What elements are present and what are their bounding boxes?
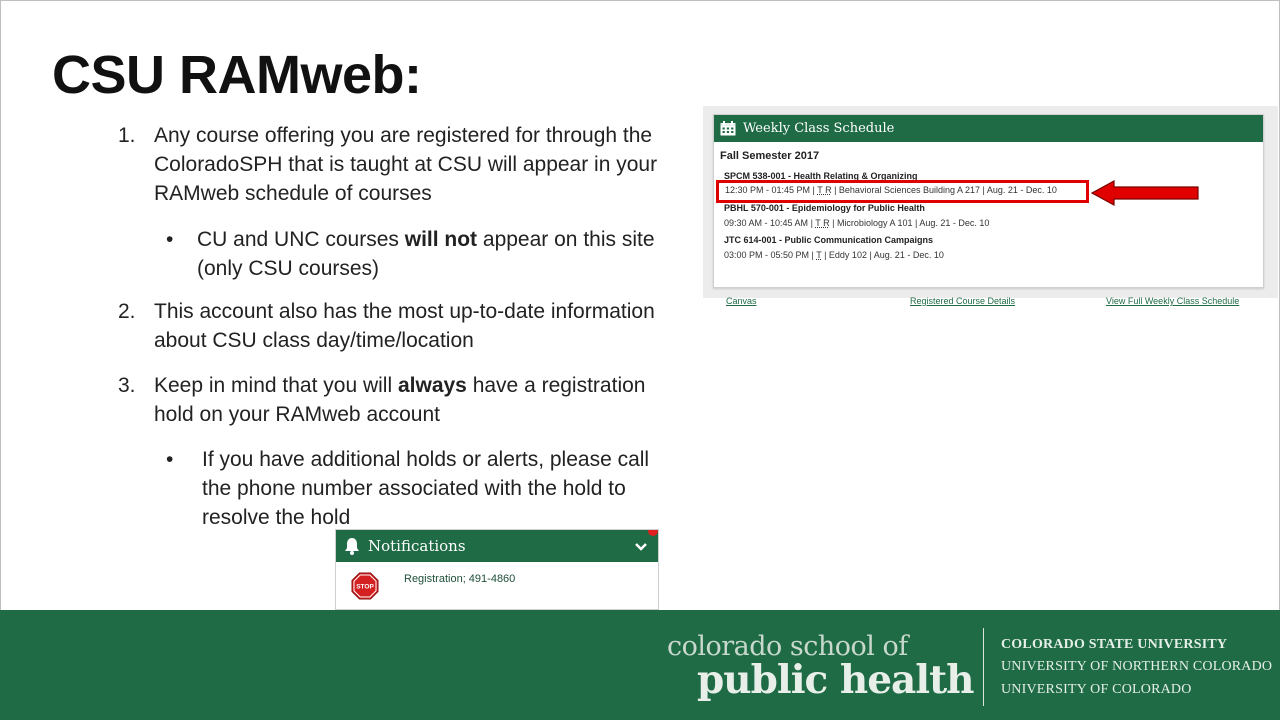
list-text-pre: Keep in mind that you will	[154, 374, 398, 397]
schedule-header-title: Weekly Class Schedule	[743, 121, 895, 136]
course-meeting	[724, 250, 944, 260]
university-name: COLORADO STATE UNIVERSITY	[1001, 637, 1228, 652]
list-text: Any course offering you are registered for through the	[154, 124, 653, 147]
bell-icon	[344, 537, 360, 555]
schedule-header	[714, 115, 1263, 142]
bullet-text: resolve the hold	[202, 506, 351, 529]
logo-line-2: public health	[697, 657, 974, 703]
list-text-post: have a registration	[466, 374, 646, 397]
calendar-icon	[720, 121, 736, 136]
course-title[interactable]: JTC 614-001 - Public Communication Campaigns	[724, 235, 934, 245]
meeting-place: Eddy 102 | Aug. 21 - Dec. 10	[828, 250, 944, 260]
bullet-text: the phone number associated with the hold to	[202, 477, 626, 500]
alert-badge	[648, 529, 658, 536]
bullet-text: If you have additional holds or alerts, please call	[202, 448, 650, 471]
list-number: 2.	[118, 300, 136, 323]
view-full-schedule-link[interactable]: View Full Weekly Class Schedule	[1106, 296, 1240, 306]
bullet-marker: •	[166, 448, 174, 471]
course-title[interactable]: PBHL 570-001 - Epidemiology for Public Health	[724, 203, 925, 213]
university-name: UNIVERSITY OF NORTHERN COLORADO	[1001, 659, 1273, 674]
logo-line-1: colorado school of	[667, 631, 908, 662]
footer-divider	[983, 628, 984, 706]
meeting-time: 12:30 PM - 01:45 PM	[725, 185, 811, 195]
semester-label: Fall Semester 2017	[720, 150, 820, 162]
notifications-screenshot	[335, 529, 659, 610]
meeting-time: 09:30 AM - 10:45 AM	[724, 218, 809, 228]
separator: |	[829, 218, 837, 228]
course-title[interactable]: SPCM 538-001 - Health Relating & Organizing	[724, 171, 918, 181]
highlight-box	[716, 180, 1089, 203]
university-name: UNIVERSITY OF COLORADO	[1001, 682, 1192, 697]
list-text	[154, 371, 645, 400]
meeting-days[interactable]: T	[816, 250, 822, 260]
separator: |	[831, 185, 839, 195]
notification-item[interactable]	[336, 562, 658, 610]
bullet-text-pre: CU and UNC courses	[197, 228, 405, 251]
meeting-place: Behavioral Sciences Building A 217 | Aug. 21 - Dec. 10	[838, 185, 1057, 195]
bullet-text-bold: will not	[404, 228, 478, 251]
stop-sign-icon	[351, 572, 379, 600]
list-text: This account also has the most up-to-date information	[154, 300, 655, 323]
notification-text: Registration; 491-4860	[404, 573, 516, 585]
slide-title: CSU RAMweb:	[52, 45, 422, 105]
stop-sign-label: STOP	[356, 583, 374, 591]
meeting-days[interactable]: T R	[817, 185, 832, 195]
list-text: ColoradoSPH that is taught at CSU will appear in your	[154, 153, 658, 176]
meeting-days[interactable]: T R	[815, 218, 830, 228]
bullet-text	[197, 225, 655, 254]
bullet-text: (only CSU courses)	[197, 257, 380, 280]
meeting-place: Microbiology A 101 | Aug. 21 - Dec. 10	[836, 218, 990, 228]
canvas-link[interactable]: Canvas	[726, 296, 757, 306]
list-text: hold on your RAMweb account	[154, 403, 440, 426]
chevron-down-icon[interactable]	[634, 539, 648, 551]
course-meeting	[724, 218, 989, 228]
list-text-bold: always	[397, 374, 467, 397]
meeting-time: 03:00 PM - 05:50 PM	[724, 250, 810, 260]
separator: |	[808, 218, 816, 228]
separator: |	[821, 250, 829, 260]
list-number: 3.	[118, 374, 136, 397]
bullet-text-post: appear on this site	[477, 228, 655, 251]
notifications-title: Notifications	[368, 537, 466, 555]
bullet-marker: •	[166, 228, 174, 251]
separator: |	[810, 185, 818, 195]
list-text: about CSU class day/time/location	[154, 329, 474, 352]
left-arrow-icon	[1090, 179, 1200, 207]
registered-course-details-link[interactable]: Registered Course Details	[910, 296, 1016, 306]
separator: |	[809, 250, 817, 260]
list-number: 1.	[118, 124, 136, 147]
notifications-header[interactable]	[336, 530, 658, 562]
list-text: RAMweb schedule of courses	[154, 182, 432, 205]
